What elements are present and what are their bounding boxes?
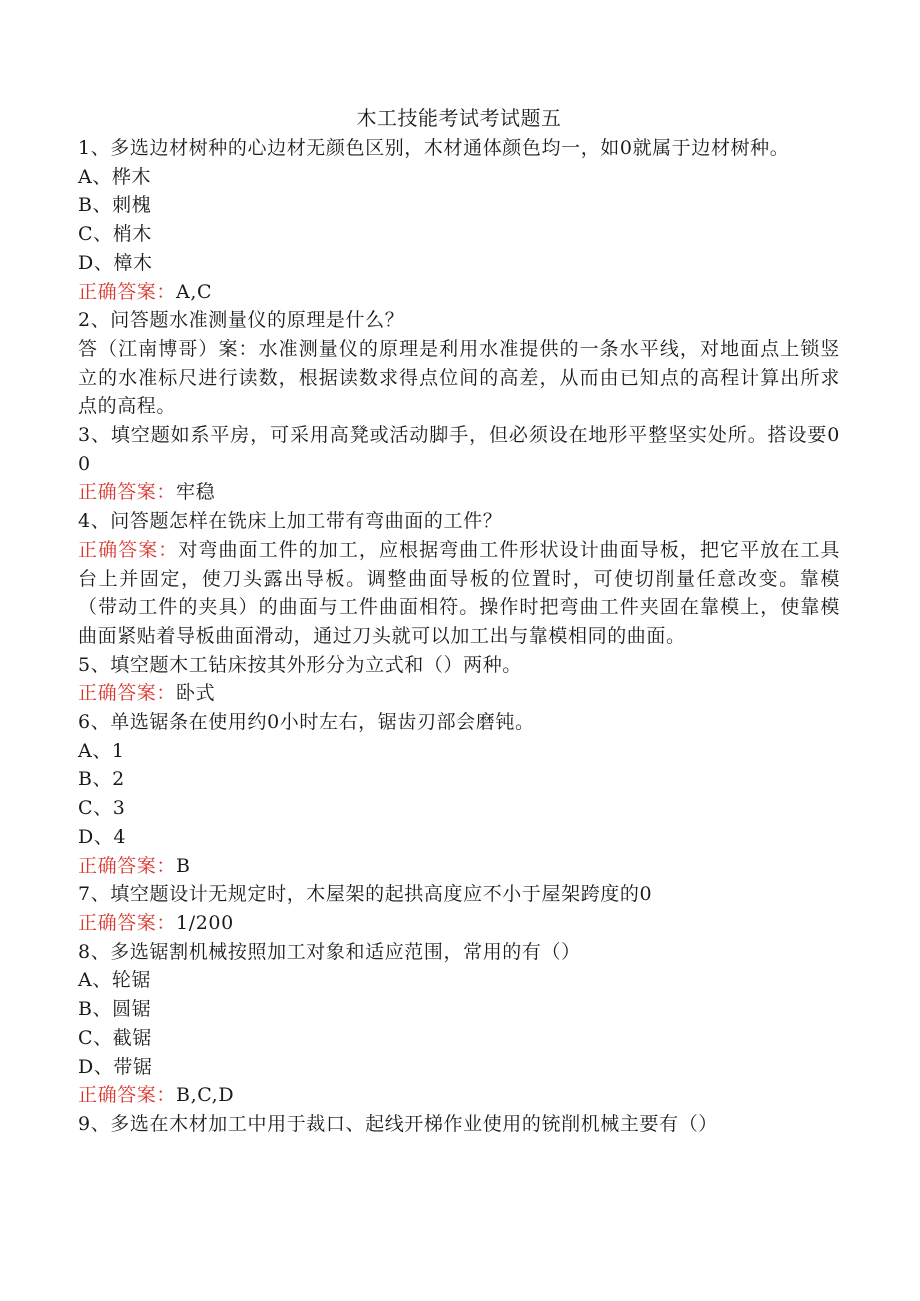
question-stem: 4、问答题怎样在铣床上加工带有弯曲面的工件？ [78,510,503,533]
question-2 [78,306,840,421]
question-3 [78,421,840,507]
option-a: A、1 [78,739,125,762]
question-7 [78,880,840,937]
question-9 [78,1110,840,1139]
question-stem: 5、填空题木工钻床按其外形分为立式和（）两种。 [78,653,522,676]
option-d: D、4 [78,825,127,848]
question-stem: 3、填空题如系平房，可采用高凳或活动脚手，但必须设在地形平整坚实处所。搭设要00 [78,424,840,475]
answer-line [78,278,840,307]
question-stem: 2、问答题水准测量仪的原理是什么？ [78,309,405,332]
answer-label: 正确答案： [78,682,177,705]
question-8 [78,938,840,1110]
answer-label: 正确答案： [78,1084,177,1107]
answer-label: 正确答案： [78,911,177,934]
option-a: A、桦木 [78,165,152,188]
answer-value: A,C [176,280,213,303]
option-b: B、圆锯 [78,998,152,1021]
option-c: C、截锯 [78,1026,152,1049]
answer-line [78,679,840,708]
question-6 [78,708,840,880]
answer-value: 1/200 [176,911,234,934]
document-title: 木工技能考试考试题五 [356,106,562,130]
answer-value: 牢稳 [176,481,216,504]
answer-line [78,478,840,507]
answer-value: 卧式 [176,682,216,705]
answer-line [78,1081,840,1110]
question-stem: 9、多选在木材加工中用于裁口、起线开梯作业使用的铳削机械主要有（） [78,1112,718,1135]
option-c: C、3 [78,797,126,820]
option-b: B、2 [78,768,125,791]
answer-value: B [176,854,191,877]
answer-label: 正确答案： [78,854,177,877]
answer-line [78,909,840,938]
option-d: D、带锯 [78,1055,153,1078]
answer-explanation: 答（江南博哥）案：水准测量仪的原理是利用水准提供的一条水平线，对地面点上锁竖立的水准标尺进行读数，根据读数求得点位间的高差，从而由已知点的高程计算出所求点的高程。 [78,337,840,418]
question-1 [78,134,840,306]
answer-line [78,536,840,651]
answer-label: 正确答案： [78,538,179,561]
question-stem: 1、多选边材树种的心边材无颜色区别，木材通体颜色均一，如0就属于边材树种。 [78,137,790,159]
question-5 [78,651,840,708]
question-stem: 6、单选锯条在使用约0小时左右，锯齿刃部会磨钝。 [78,711,535,734]
option-c: C、梢木 [78,223,152,246]
answer-line [78,852,840,881]
option-a: A、轮锯 [78,969,152,992]
answer-label: 正确答案： [78,280,177,303]
answer-label: 正确答案： [78,481,177,504]
answer-value: B,C,D [176,1084,235,1107]
question-stem: 8、多选锯割机械按照加工对象和适应范围，常用的有（） [78,940,581,963]
question-stem: 7、填空题设计无规定时，木屋架的起拱高度应不小于屋架跨度的0 [78,883,653,906]
document-page [78,104,840,1139]
option-d: D、樟木 [78,251,153,274]
answer-value: 对弯曲面工件的加工，应根据弯曲工件形状设计曲面导板，把它平放在工具台上并固定，使刀头露出导板。调整曲面导板的位置时，可使切削量任意改变。靠模（带动工件的夹具）的曲面与工件曲面相符。操作时把弯曲工件夹固在靠模上，使靠模曲面紧贴着导板曲面滑动，通过刀头就可以加工出与靠模相同的曲面。 [78,538,840,647]
question-4 [78,507,840,651]
option-b: B、刺槐 [78,194,152,217]
